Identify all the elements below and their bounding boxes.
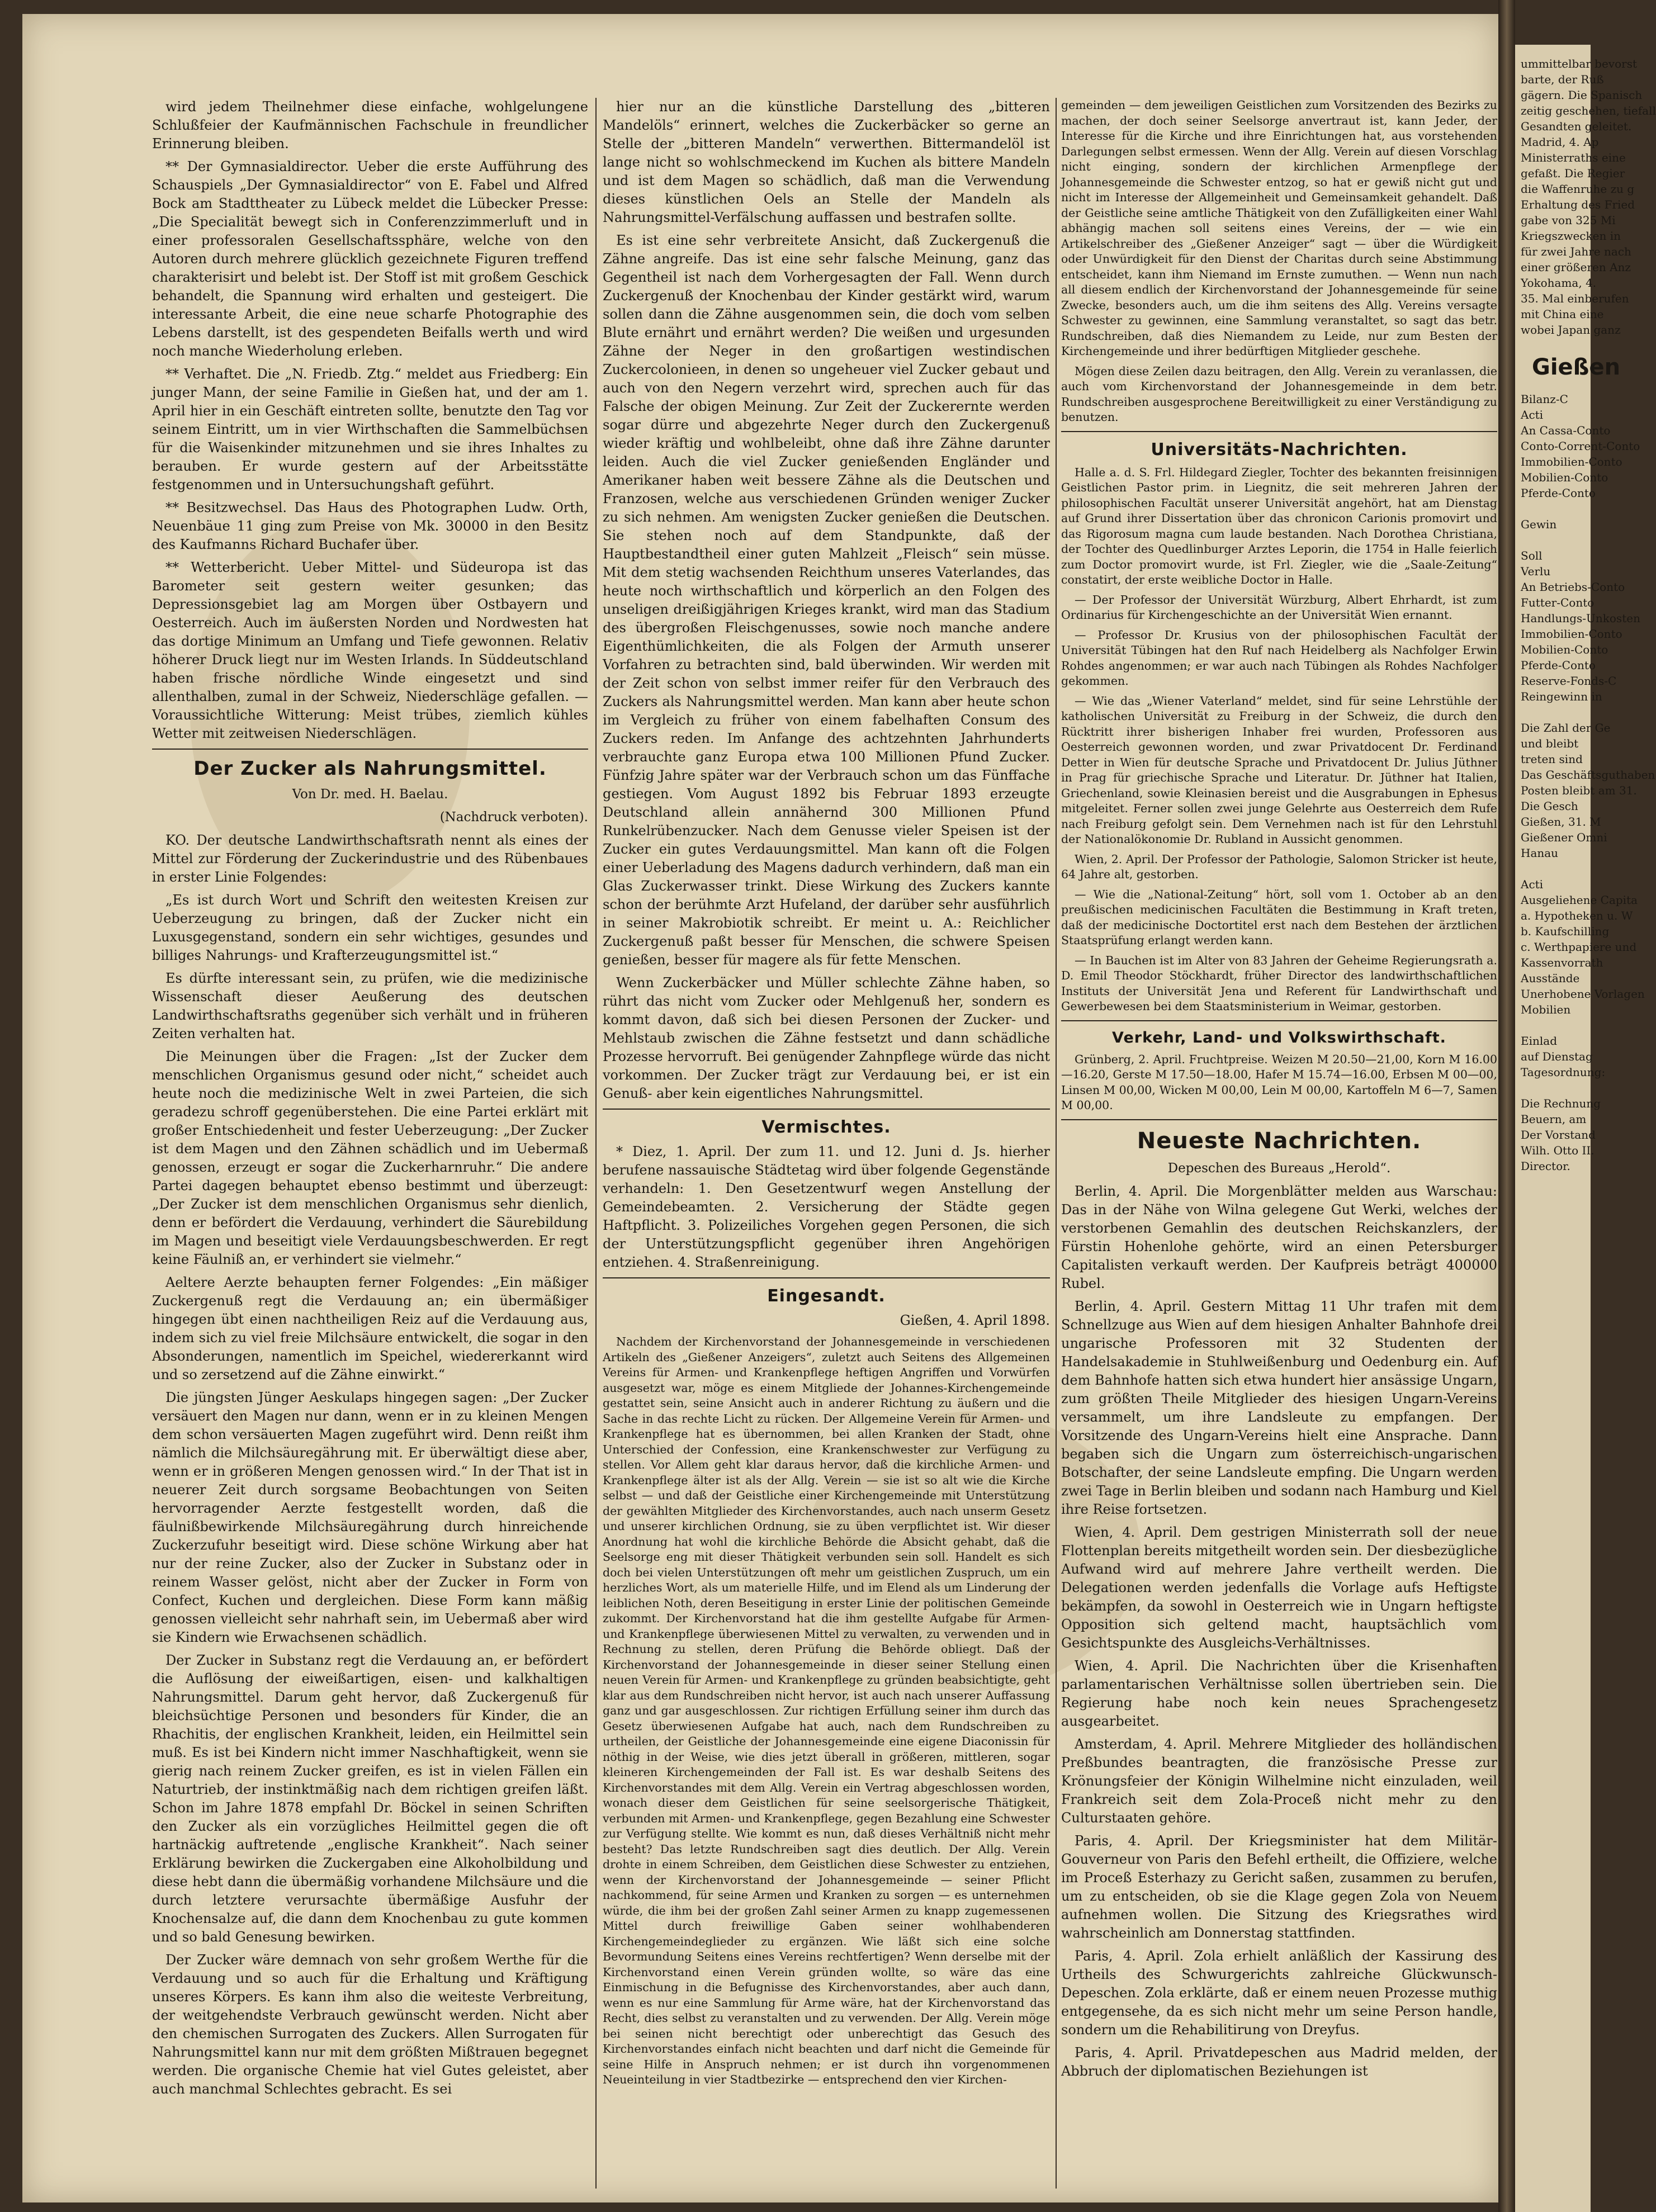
next-page-line: Ausstände (1521, 972, 1580, 985)
article-paragraph: Die jüngsten Jünger Aeskulaps hingegen sagen: „Der Zucker versäuert den Magen nur dann, wenn er in zu kleinen Mengen dem schon versäuerten Magen zugeführt wird. Denn reißt ihm nämlich die Milchsäuregährung mit. Er überwältigt diese aber, wenn er in größeren Mengen genossen wird.“ In der That ist in neuerer Zeit durch sorgsame Beobachtungen von Seiten hervorragender Aerzte festgestellt worden, daß die fäulnißbewirkende Milchsäuregährung durch hinreichende Zuckerzufuhr beseitigt wird. Diese schöne Wirkung aber hat nur der reine Zucker, also der Zucker in Substanz oder in reinem Wasser gelöst, nicht aber der Zucker in Form von Confect, Kuchen und dergleichen. Diese Form kann mäßig genossen vielleicht sehr nahrhaft sein, im Uebermaß aber wird sie Kindern wie Erwachsenen schädlich. (152, 1390, 588, 1645)
next-page-line: Verlu (1521, 565, 1551, 578)
next-page-line: Die Rechnung (1521, 1097, 1601, 1110)
section-rule (1061, 1020, 1497, 1021)
next-page-line: wobei Japan ganz (1521, 323, 1621, 337)
article-paragraph: „Es ist durch Wort und Schrift den weitesten Kreisen zur Ueberzeugung zu bringen, daß der Zucker nicht ein Luxusgegenstand, sondern ein sehr wichtiges, gesundes und billiges Nahrungs- und Krafterzeugungsmittel ist.“ (152, 892, 588, 963)
next-page-lines-top (1515, 45, 1656, 338)
next-page-line: auf Dienstag (1521, 1050, 1593, 1063)
next-page-title: Gießen (1532, 354, 1621, 380)
next-page-line: Pferde-Conto (1521, 486, 1596, 500)
article-paragraph: Der Zucker wäre demnach von sehr großem Werthe für die Verdauung und so auch für die Erhaltung und Kräftigung unseres Körpers. Es kann ihm also die weiteste Verbreitung, der weitgehendste Verbrauch gewünscht werden. Nicht aber den chemischen Surrogaten des Zuckers. Allen Surrogaten für Nahrungsmittel kann nur mit dem größten Mißtrauen begegnet werden. Die organische Chemie hat viel Gutes geleistet, aber auch manchmal Schlechtes gebracht. Es sei (152, 1952, 588, 2097)
column-rule (595, 98, 597, 2189)
next-page-line: Yokohama, 4. (1521, 276, 1597, 290)
news-item: Wien, 4. April. Die Nachrichten über die Krisenhaften parlamentarischen Verhältnisse sollen übertrieben sein. Die Regierung habe noch kein neues Sprachengesetz ausgearbeitet. (1061, 1657, 1497, 1729)
next-page-line: Acti (1521, 408, 1544, 421)
news-item: Berlin, 4. April. Die Morgenblätter melden aus Warschau: Das in der Nähe von Wilna gelegene Gut Werki, welches der verstorbenen Gemahlin des deutschen Reichskanzlers, der Fürstin Hohenlohe gehörte, wird an einen Petersburger Capitalisten verkauft werden. Der Kaufpreis beträgt 400000 Rubel. (1061, 1183, 1497, 1291)
next-page-line: Mobilien (1521, 1003, 1571, 1016)
next-page-line: Director. (1521, 1159, 1570, 1173)
next-page-line: die Waffenruhe zu g (1521, 182, 1635, 196)
next-page-line: Die Gesch (1521, 799, 1578, 813)
section-title-neueste: Neueste Nachrichten. (1137, 1128, 1422, 1154)
article-verhaftet: ** Verhaftet. Die „N. Friedb. Ztg.“ meldet aus Friedberg: Ein junger Mann, der seine Familie in Gießen hat, und der am 1. April hier in ein Geschäft eintreten sollte, benutzte den Tag vor seinem Eintritt, um in vier Wirthschaften die Sammelbüchsen für die Waisenkinder mitzunehmen und sie ihres Inhaltes zu berauben. Er wurde gestern auf der Arbeitsstätte festgenommen und in Untersuchungshaft geführt. (152, 366, 588, 492)
news-item: Halle a. d. S. Frl. Hildegard Ziegler, Tochter des bekannten freisinnigen Geistlichen Pastor prim. in Liegnitz, die seit mehreren Jahren der philosophischen Facultät unserer Universität angehört, hat am Dienstag auf Grund ihrer Dissertation über das chronicon Carionis promovirt und das Rigorosum magna cum laude bestanden. Nach Dorothea Christiana, der Tochter des Quedlinburger Arztes Leporin, die 1754 in Halle feierlich zum Doctor promovirt wurde, ist Frl. Ziegler, wie die „Saale-Zeitung“ constatirt, der erste weibliche Doctor in Halle. (1061, 465, 1497, 586)
next-page-line: Tagesordnung: (1521, 1065, 1606, 1079)
next-page-line: treten sind (1521, 752, 1583, 766)
article-paragraph: KO. Der deutsche Landwirthschaftsrath nennt als eines der Mittel zur Förderung der Zuckerindustrie und des Rübenbaues in erster Linie Folgendes: (152, 832, 588, 885)
next-page-line: gefaßt. Die Regier (1521, 167, 1625, 180)
column-2 (603, 98, 1050, 2205)
next-page-line: Soll (1521, 549, 1543, 562)
next-page-line: gägern. Die Spanisch (1521, 88, 1643, 102)
next-page-line (1521, 1017, 1591, 1033)
next-page-line: mit China eine (1521, 307, 1604, 321)
section-rule (1061, 431, 1497, 432)
next-page-line: b. Kaufschilling (1521, 925, 1610, 938)
next-page-line: gabe von 325 Mi (1521, 214, 1616, 227)
next-page-line: An Betriebs-Conto (1521, 580, 1625, 594)
next-page-line: Beuern, am (1521, 1112, 1587, 1126)
next-page-line: Das Geschäftsguthaben (1521, 768, 1655, 781)
news-item: Wien, 2. April. Der Professor der Pathologie, Salomon Stricker ist heute, 64 Jahre alt, gestorben. (1061, 852, 1497, 881)
next-page-line: An Cassa-Conto (1521, 424, 1611, 437)
news-item: Paris, 4. April. Der Kriegsminister hat dem Militär-Gouverneur von Paris den Befehl ertheilt, die Offiziere, welche im Proceß Esterhazy zu Gericht saßen, zusammen zu berufen, um zu entscheiden, ob sie die Klage gegen Zola von Neuem aufnehmen wollen. Die Sitzung des Kriegsrathes wird wahrscheinlich am Donnerstag stattfinden. (1061, 1832, 1497, 1941)
article-author: Von Dr. med. H. Baelau. (292, 787, 448, 802)
next-page-line: Unerhobene Vorlagen (1521, 987, 1645, 1001)
next-page-line: Bilanz-C (1521, 392, 1568, 406)
next-page-line: Der Vorstand (1521, 1128, 1596, 1141)
article-eingesandt: Nachdem der Kirchenvorstand der Johannesgemeinde in verschiedenen Artikeln des „Gießener Anzeigers“, zuletzt auch Seitens des Allgemeinen Vereins für Armen- und Krankenpflege heftigen Angriffen und Vorwürfen ausgesetzt war, möge es einem Mitgliede der Johannes-Kirchengemeinde gestattet sein, seine Ansicht auch in anderer Richtung zu äußern und die Sache in das rechte Licht zu rücken. Der Allgemeine Verein für Armen- und Krankenpflege hat es übernommen, bei allen Kranken der Stadt, ohne Unterschied der Confession, eine Krankenschwester zur Verfügung zu stellen. Vor Allem geht klar daraus hervor, daß die kirchliche Armen- und Krankenpflege älter ist als der Allg. Verein — sie ist so alt wie die Kirche selbst — und daß der Geistliche einer Kirchengemeinde mit Unterstützung der gewählten Mitglieder des Kirchenvorstandes, auch nach unserm Gesetz und unserer kirchlichen Ordnung, sie zu üben verpflichtet ist. Wir dieser Anordnung hat wohl die kirchliche Behörde die Absicht gehabt, daß die Seelsorge eng mit dieser Thätigkeit verbunden sein soll. Handelt es sich doch bei vielen Unterstützungen oft mehr um geistlichen Zuspruch, um ein herzliches Wort, als um materielle Hilfe, und im Elend als um Linderung der leiblichen Noth, deren Beseitigung in erster Linie der politischen Gemeinde zukommt. Der Kirchenvorstand hat die ihm gestellte Aufgabe für Armen- und Krankenpflege überwiesenen Mittel zu verwalten, zu verwenden und in Rechnung zu stellen, deren Prüfung die Behörde obliegt. Daß der Kirchenvorstand der Johannesgemeinde in dieser seiner Stellung einen neuen Verein für Armen- und Krankenpflege zu gründen beabsichtigte, geht klar aus dem Rundschreiben nicht hervor, ist auch nach unserer Auffassung ganz und gar ausgeschlossen. Zur richtigen Erfüllung seiner ihm durch das Gesetz überwiesenen Aufgabe hat auch, nach dem Rundschreiben zu urtheilen, der Geistliche der Johannesgemeinde eine eigene Diaconissin für nöthig in der Weise, wie dies jetzt überall in größeren, mittleren, sogar kleineren Kirchengemeinden der Fall ist. Es war deshalb Seitens des Kirchenvorstandes mit dem Allg. Verein ein Vertrag abgeschlossen worden, wonach dieser dem Geistlichen für seine seelsorgerische Thätigkeit, verbunden mit Armen- und Krankenpflege, gegen Bezahlung eine Schwester zur Verfügung stellte. Wie kommt es nun, daß dieses Verhältniß nicht mehr besteht? Das letzte Rundschreiben sagt dies deutlich. Der Allg. Verein drohte in einem Schreiben, dem Geistlichen diese Schwester zu entziehen, wenn der Kirchenvorstand der Johannesgemeinde — seiner Pflicht nachkommend, für seine Armen und Kranken zu sorgen — es unternehmen würde, die ihm bei der großen Zahl seiner Armen zu knapp zugemessenen Mittel durch freiwillige Gaben seiner wohlhabenderen Kirchengemeindeglieder zu ergänzen. Wie läßt sich eine solche Bevormundung Seitens eines Vereins rechtfertigen? Wenn derselbe mit der Kirchenvorstand einen Verein gründen wollte, so wäre das eine Einmischung in die Befugnisse des Kirchenvorstandes, aber auch dann, wenn es nur eine Sammlung für Arme wäre, hat der Kirchenvorstand das Recht, dies selbst zu veranstalten und zu verwenden. Der Allg. Verein möge bei seinen nicht berechtigt oder unberechtigt das Gesuch des Kirchenvorstandes einfach nicht beachten und darf nicht die Gemeinde für seine Hilfe in Anspruch nehmen; er ist durch ihn vorgenommenen Neueinteilung in vier Stadtbezirke — entsprechend den vier Kirchen- (603, 1335, 1050, 2086)
next-page-line: für zwei Jahre nach (1521, 245, 1631, 258)
next-page-line: Gewin (1521, 518, 1557, 531)
next-page-line (1521, 704, 1591, 720)
next-page-line: Kriegszwecken in (1521, 229, 1621, 243)
section-rule (603, 1277, 1050, 1278)
next-page-line: und bleibt (1521, 737, 1579, 750)
section-title-verkehr: Verkehr, Land- und Volkswirthschaft. (1112, 1029, 1446, 1046)
news-item: Wien, 4. April. Dem gestrigen Ministerrath soll der neue Flottenplan bereits mitgetheilt worden sein. Der diesbezügliche Aufwand wird auf mehrere Jahre vertheilt werden. Die Delegationen werden jedenfalls die Vorlage aufs Heftigste bekämpfen, da sowohl in Oesterreich wie in Ungarn heftigste Opposition sich geltend macht, hauptsächlich vom Gesichtspunkte des Ausgleichs-Verhältnisses. (1061, 1524, 1497, 1651)
next-page-line: Pferde-Conto (1521, 659, 1596, 672)
next-page-line: Gießener Omni (1521, 831, 1607, 844)
column-3 (1061, 98, 1497, 2205)
section-title-vermischtes: Vermischtes. (761, 1117, 891, 1137)
article-paragraph: Die Meinungen über die Fragen: „Ist der Zucker dem menschlichen Organismus gesund oder nicht,“ scheidet auch heute noch die medizinische Welt in zwei Parteien, die sich geradezu schroff gegenüberstehen. Die eine Partei erklärt mit großer Entschiedenheit und fester Ueberzeugung: „Der Zucker ist dem Magen und den Zähnen schädlich und im Uebermaß genossen, erzeugt er sogar die Zuckerharnruhr.“ Die andere Partei dagegen behauptet ebenso bestimmt und überzeugt: „Der Zucker ist dem menschlichen Organismus sehr dienlich, denn er befördert die Verdauung, verhindert die Säurebildung im Magen und beseitigt viele Verdauungsbeschwerden. Er regt keine Fäulniß an, er verhindert sie vielmehr.“ (152, 1049, 588, 1267)
section-rule (1061, 1119, 1497, 1120)
article-paragraph: Der Zucker in Substanz regt die Verdauung an, er befördert die Auflösung der eiweißartigen, eisen- und kalkhaltigen Nahrungsmittel. Darum geht hervor, daß Zuckergenuß für bleichsüchtige Personen und besonders für Kinder, die an Rhachitis, der englischen Krankheit, leiden, ein Heilmittel sein muß. Es ist bei Kindern nicht immer Naschhaftigkeit, wenn sie gierig nach reinem Zucker greifen, es ist in vielen Fällen ein Naturtrieb, der instinktmäßig nach dem richtigen greifen läßt. Schon im Jahre 1878 empfahl Dr. Böckel in seinen Schriften den Zucker als ein vorzügliches Heilmittel gegen die oft hartnäckig auftretende „englische Krankheit“. Nach seiner Erklärung bewirken die Zuckergaben eine Alkoholbildung und diese hebt dann die übermäßig vorhandene Milchsäure und die durch letztere verursachte übermäßige Ausfuhr der Knochensalze auf, die dann dem Knochenbau zu gute kommen und so bald Genesung bewirken. (152, 1652, 588, 1945)
next-page-line: ummittelbar bevorst (1521, 57, 1637, 70)
section-rule (603, 1109, 1050, 1110)
next-page-line: Gießen, 31. M (1521, 815, 1601, 828)
market-prices: Grünberg, 2. April. Fruchtpreise. Weizen M 20.50—21,00, Korn M 16.00—16.20, Gerste M 17.50—18.00, Hafer M 15.74—16.00, Erbsen M 00—00, Linsen M 00,00, Wicken M 00,00, Lein M 00,00, Kartoffeln M 6—7, Samen M 00,00. (1061, 1052, 1497, 1112)
next-page-line: Erhaltung des Fried (1521, 198, 1635, 211)
newspaper-page (22, 14, 1498, 2202)
next-page-line: 35. Mal einberufen (1521, 292, 1629, 305)
news-item: — Wie das „Wiener Vaterland“ meldet, sind für seine Lehrstühle der katholischen Universität zu Freiburg in der Schweiz, die durch den Rücktritt ihrer bisherigen Inhaber frei wurden, Professoren aus Oesterreich gewonnen worden, und zwar Privatdocent Dr. Ferdinand Detter in Wien für deutsche Sprache und Privatdocent Dr. Julius Jüthner in Prag für griechische Sprache und Literatur. Dr. Jüthner hat Italien, Griechenland, sowie Kleinasien bereist und die Ausgrabungen in Ephesus mitgeleitet. Ferner sollen zwei junge Gelehrte aus Oesterreich dem Rufe nach Freiburg gefolgt sein. Dem Vernehmen nach ist für den Lehrstuhl der Nationalökonomie Dr. Rubland in Aussicht genommen. (1061, 694, 1497, 846)
book-spine (1498, 0, 1515, 2212)
next-page-line (1521, 861, 1591, 877)
next-page-line (1521, 501, 1591, 517)
news-item: Berlin, 4. April. Gestern Mittag 11 Uhr trafen mit dem Schnellzuge aus Wien auf dem hiesigen Anhalter Bahnhofe drei ungarische Professoren mit 32 Studenten der Handelsakademie in Stuhlweißenburg und Oedenburg ein. Auf dem Bahnhofe hatten sich etwa hundert hier ansässige Ungarn, zum größten Theile Mitglieder des hiesigen Ungarn-Vereins versammelt, um ihre Landsleute zu empfangen. Der Vorsitzende des Ungarn-Vereins hielt eine Ansprache. Dann begaben sich die Ungarn zum österreichisch-ungarischen Botschafter, der seine Landsleute empfing. Die Ungarn werden zwei Tage in Berlin bleiben und sodann nach Hamburg und Kiel ihre Reise fortsetzen. (1061, 1298, 1497, 1517)
next-page-line: Madrid, 4. Ap (1521, 135, 1599, 149)
article-paragraph: Aeltere Aerzte behaupten ferner Folgendes: „Ein mäßiger Zuckergenuß regt die Verdauung an; ein übermäßiger hingegen übt einen nachtheiligen Reiz auf die Verdauung aus, indem sich zu viel freie Milchsäure entwickelt, die sogar in den Absonderungen, namentlich im Speichel, wiedererkannt wird und so zersetzend auf die Zähne einwirkt.“ (152, 1275, 588, 1382)
next-page-line: Kassenvorrath (1521, 956, 1603, 969)
news-item: Paris, 4. April. Zola erhielt anläßlich der Kassirung des Urtheils des Schwurgerichts zahlreiche Glückwunsch-Depeschen. Zola erklärte, daß er einem neuen Prozesse muthig entgegensehe, da es sich nicht mehr um seine Person handle, sondern um die Rehabilitirung von Dreyfus. (1061, 1948, 1497, 2038)
column-rule (1056, 98, 1057, 2189)
next-page-line: Mobilien-Conto (1521, 471, 1608, 484)
section-title-universitaet: Universitäts-Nachrichten. (1151, 439, 1408, 460)
news-item: — Wie die „National-Zeitung“ hört, soll vom 1. October ab an den preußischen medicinischen Facultäten die Bestimmung in Kraft treten, daß der medicinische Doctortitel erst nach dem Bestehen der ärztlichen Staatsprüfung erlangt werden kann. (1061, 887, 1497, 947)
next-page-line: einer größeren Anz (1521, 260, 1631, 274)
next-page-line: zeitig geschehen, tiefall (1521, 104, 1656, 117)
reprint-note: (Nachdruck verboten). (439, 810, 588, 825)
news-item: — Der Professor der Universität Würzburg, Albert Ehrhardt, ist zum Ordinarius für Kirchengeschichte an der Universität Wien ernannt. (1061, 593, 1497, 622)
article-diez: * Diez, 1. April. Der zum 11. und 12. Juni d. Js. hierher berufene nassauische Städtetag wird über folgende Gegenstände verhandeln: 1. Den Gesetzentwurf wegen Anstellung der Gemeindebeamten. 2. Versicherung der Städte gegen Haftpflicht. 3. Polizeiliches Vorgehen gegen Personen, die sich der Unterstützungspflicht gegenüber ihren Angehörigen entziehen. 4. Straßenreinigung. (603, 1144, 1050, 1270)
next-page-line: Reserve-Fonds-C (1521, 674, 1617, 688)
section-title-eingesandt: Eingesandt. (767, 1286, 886, 1306)
next-page-line: Einlad (1521, 1034, 1557, 1048)
article-paragraph: Es ist eine sehr verbreitete Ansicht, daß Zuckergenuß die Zähne angreife. Das ist eine sehr falsche Meinung, ganz das Gegentheil ist nach dem Vorhergesagten der Fall. Wenn durch Zuckergenuß der Knochenbau der Kinder gestärkt wird, warum sollen dann die Zähne ausgenommen sein, die doch vom selben Blute ernährt und ernährt werden? Die weißen und urgesunden Zähne der Neger in den großartigen westindischen Zuckercolonieen, in denen so ungeheuer viel Zucker gebaut und auch von den Negern verzehrt wird, sprechen auch für das Falsche der obigen Meinung. Zur Zeit der Zuckerernte werden sogar dürre und abgezehrte Neger durch den Zuckergenuß wieder kräftig und wohlbeleibt, ohne daß ihre Zähne darunter leiden. Auch die viel Zucker genießenden Engländer und Amerikaner haben weit bessere Zähne als die Deutschen und Franzosen, welche aus verschiedenen Gründen weniger Zucker zu sich nehmen. Am wenigsten Zucker genießen die Deutschen. Sie stehen noch auf dem Standpunkte, daß der Hauptbestandtheil einer guten Mahlzeit „Fleisch“ sein müsse. Mit dem stetig wachsenden Reichthum unseres Vaterlandes, das heute noch wirthschaftlich und körperlich an den Folgen des unseligen dreißigjährigen Krieges krankt, wird man das Stadium des übergroßen Fleischgenusses, sowie noch manche andere Eigenthümlichkeiten, die als Folgen der Armuth unserer Vorfahren zu betrachten sind, bald überwinden. Wir werden mit der Zeit schon von selbst immer reifer für den Verbrauch des Zuckers als Nahrungsmittel werden. Man kann aber heute schon im Vergleich zu früher von einem fabelhaften Consum des Zuckers reden. Im Anfange des achtzehnten Jahrhunderts verbrauchte ganz Europa etwa 100 Millionen Pfund Zucker. Fünfzig Jahre später war der Verbrauch schon um das Fünffache gestiegen. Vom August 1892 bis Februar 1893 erzeugte Deutschland allein annähernd 300 Millionen Pfund Runkelrübenzucker. Nach dem Genusse vieler Speisen ist der Zucker ein gutes Verdauungsmittel. Man kann oft die Folgen einer Ueberladung des Magens dadurch verhindern, daß man ein Glas Zuckerwasser trinkt. Diese Wirkung des Zuckers kannte schon der berühmte Arzt Hufeland, der darüber sehr ausführlich in seiner Makrobiotik schreibt. Er meint u. A.: Reichlicher Zuckergenuß paßt besser für Menschen, die schwere Speisen genießen, besser für magere als für fette Menschen. (603, 233, 1050, 968)
news-item: Amsterdam, 4. April. Mehrere Mitglieder des holländischen Preßbundes beantragten, die französische Presse zur Krönungsfeier der Königin Wilhelmine nicht einzuladen, weil Frankreich seit dem Zola-Proceß nicht mehr zu den Culturstaaten gehöre. (1061, 1736, 1497, 1826)
article-besitzwechsel: ** Besitzwechsel. Das Haus des Photographen Ludw. Orth, Neuenbäue 11 ging zum Preise von Mk. 30000 in den Besitz des Kaufmanns Richard Buchafer über. (152, 500, 588, 552)
next-page-line: Handlungs-Unkosten (1521, 612, 1640, 625)
next-page-line: Reingewinn in (1521, 690, 1602, 703)
next-page-line: Ausgeliehene Capita (1521, 893, 1638, 907)
next-page-fragment (1515, 45, 1656, 2212)
next-page-line: Wilh. Otto II. (1521, 1144, 1595, 1157)
next-page-line: Futter-Conto (1521, 596, 1595, 609)
section-subtitle: Depeschen des Bureaus „Herold“. (1167, 1161, 1391, 1176)
news-item: — Professor Dr. Krusius von der philosophischen Facultät der Universität Tübingen hat den Ruf nach Heidelberg als Nachfolger Erwin Rohdes angenommen; er war auch nach Tübingen als Rohdes Nachfolger gekommen. (1061, 628, 1497, 688)
news-item: Paris, 4. April. Privatdepeschen aus Madrid melden, der Abbruch der diplomatischen Beziehungen ist (1061, 2044, 1497, 2079)
article-paragraph: hier nur an die künstliche Darstellung des „bitteren Mandelöls“ erinnert, welches die Zuckerbäcker so gerne an Stelle der „bitteren Mandeln“ verwerthen. Bittermandelöl ist lange nicht so wohlschmeckend im Kuchen als bittere Mandeln und ist dem Magen so schädlich, daß man die Verwendung dieses künstlichen Oels an Stelle der Mandeln als Nahrungsmittel-Verfälschung auffassen und bestrafen sollte. (603, 99, 1050, 225)
article-title-zucker: Der Zucker als Nahrungsmittel. (193, 757, 547, 780)
next-page-line: Hanau (1521, 846, 1559, 860)
article-text: wird jedem Theilnehmer diese einfache, wohlgelungene Schlußfeier der Kaufmännischen Fachschule in freundlicher Erinnerung bleiben. (152, 99, 588, 151)
next-page-lines-mid (1515, 391, 1655, 1174)
next-page-line: a. Hypotheken u. W (1521, 909, 1633, 922)
dateline: Gießen, 4. April 1898. (900, 1313, 1050, 1328)
next-page-line: barte, der Ruß (1521, 73, 1604, 86)
next-page-line: Ministerraths eine (1521, 151, 1626, 164)
article-paragraph: Es dürfte interessant sein, zu prüfen, wie die medizinische Wissenschaft dieser Aeußerung des deutschen Landwirthschaftsraths gegenüber sich verhält und in früheren Zeiten verhalten hat. (152, 970, 588, 1041)
next-page-line: Gesandten geleitet. (1521, 120, 1632, 133)
article-gymnasialdirector: ** Der Gymnasialdirector. Ueber die erste Aufführung des Schauspiels „Der Gymnasialdirector“ von E. Fabel und Alfred Bock am Stadttheater zu Lübeck meldet die Lübecker Presse: „Die Specialität bewegt sich in Conferenzzimmerluft und in einer professoralen Gesellschaftssphäre, welche von den Autoren durch mehrere glücklich gezeichnete Figuren treffend charakterisirt und belebt ist. Der Stoff ist mit großem Geschick behandelt, die Spannung wird erhalten und gesteigert. Die interessante Arbeit, die eine neue scharfe Photographie des Lebens darstellt, ist des gespendeten Beifalls werth und wird noch manche Wiederholung erleben. (152, 159, 588, 359)
news-item: — In Bauchen ist im Alter von 83 Jahren der Geheime Regierungsrath a. D. Emil Theodor Stöckhardt, früher Director des landwirthschaftlichen Instituts der Universität Jena und Referent für Landwirthschaft und Gewerbewesen bei dem Staatsministerium in Weimar, gestorben. (1061, 953, 1497, 1013)
next-page-line: Immobilien-Conto (1521, 627, 1622, 641)
section-rule (152, 749, 588, 750)
next-page-line: Mobilien-Conto (1521, 643, 1608, 656)
next-page-line: c. Werthpapiere und (1521, 940, 1637, 954)
next-page-line: Conto-Corrent-Conto (1521, 439, 1640, 453)
article-eingesandt-end: Mögen diese Zeilen dazu beitragen, den Allg. Verein zu veranlassen, die auch vom Kirchenvorstand der Johannesgemeinde in dem betr. Rundschreiben ausgesprochene Bereitwilligkeit zu einer Verständigung zu benutzen. (1061, 364, 1497, 424)
next-page-line: Immobilien-Conto (1521, 455, 1622, 468)
article-wetterbericht: ** Wetterbericht. Ueber Mittel- und Südeuropa ist das Barometer seit gestern weiter gesunken; das Depressionsgebiet lag am Morgen über Ostbayern und Oesterreich. Auch im äußersten Norden und Nordwesten hat das dortige Minimum an Umfang und Tiefe gewonnen. Relativ höherer Druck liegt nur im Westen Irlands. In Süddeutschland haben frische nördliche Winde eingesetzt und sind allenthalben, zumal in der Schweiz, Niederschläge gefallen. — Voraussichtliche Witterung: Meist trübes, ziemlich kühles Wetter mit zeitweisen Niederschlägen. (152, 560, 588, 741)
next-page-line: Die Zahl der Ge (1521, 721, 1611, 735)
next-page-line: Posten bleibt am 31. (1521, 784, 1637, 797)
next-page-line (1521, 1080, 1591, 1096)
article-eingesandt-cont: gemeinden — dem jeweiligen Geistlichen zum Vorsitzenden des Bezirks zu machen, der doch seiner Seelsorge anvertraut ist, kann Jeder, der Interesse für die Kirche und ihre Einrichtungen hat, aus vorstehenden Darlegungen selbst ermessen. Wenn der Allg. Verein auf diesen Vorschlag nicht einging, sondern der kirchlichen Armenpflege der Johannesgemeinde die Schwester entzog, so hat er gewiß nicht gut und nicht im Interesse der Allgemeinheit und Gemeinsamkeit gehandelt. Daß der Geistliche seine amtliche Thätigkeit von den Zufälligkeiten einer Wahl abhängig machen soll seitens eines Vereins, der — wie ein Artikelschreiber des „Gießener Anzeiger“ sagt — über die Würdigkeit oder Unwürdigkeit für den Dienst der Charitas durch seine Abstimmung entscheidet, kann ihm Niemand im Ernste zumuthen. — Wenn nun nach all diesem endlich der Kirchenvorstand der Johannesgemeinde für seine Zwecke, besonders auch, um die ihm seitens des Allg. Vereins versagte Schwester zu gewinnen, eine Sammlung veranstaltet, so sagt das betr. Rundschreiben, daß dies Niemandem zu Leide, nur zum Besten der Kirchengemeinde und ihrer bedürftigen Mitglieder geschehe. (1061, 98, 1497, 358)
column-1 (152, 98, 588, 2205)
next-page-line (1521, 532, 1591, 548)
article-paragraph: Wenn Zuckerbäcker und Müller schlechte Zähne haben, so rührt das nicht vom Zucker oder Mehlgenuß her, sondern es kommt davon, daß sich bei diesen Personen der Zucker- und Mehlstaub zwischen die Zähne festsetzt und dann schädliche Prozesse hervorruft. Bei genügender Zahnpflege würde das nicht vorkommen. Der Zucker trägt zur Verdauung bei, er ist ein Genuß- aber kein eigentliches Nahrungsmittel. (603, 975, 1050, 1101)
next-page-line: Acti (1521, 878, 1544, 891)
